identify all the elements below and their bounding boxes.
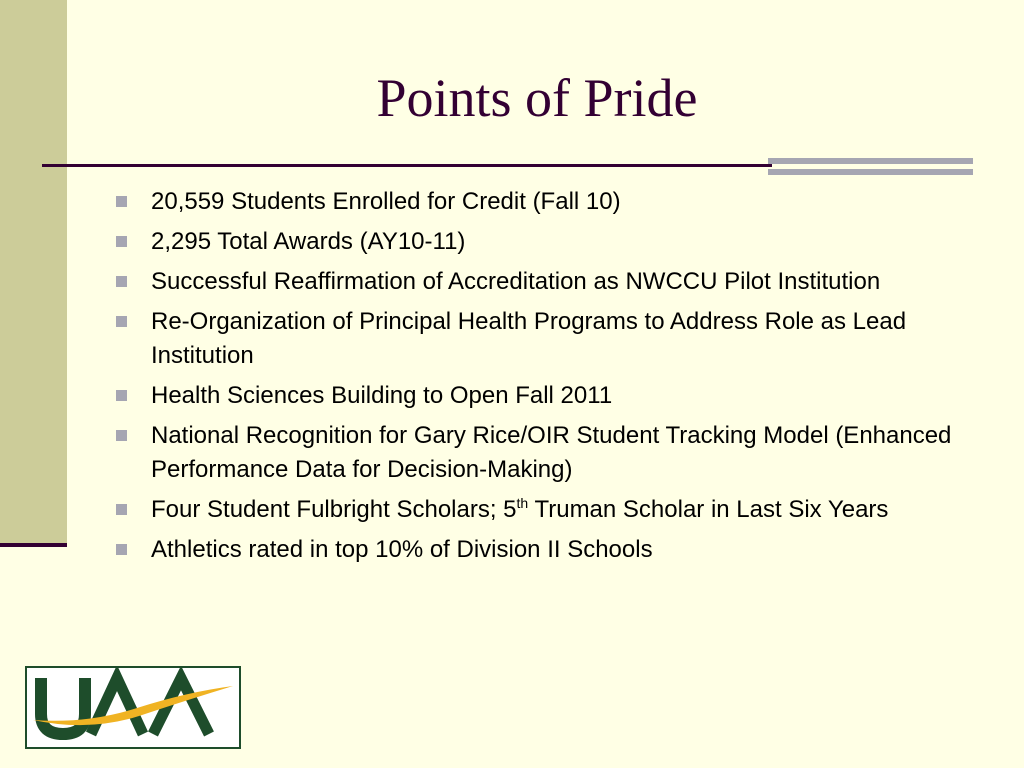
accent-bar <box>768 169 973 175</box>
bullet-list <box>116 185 976 573</box>
bullet-item <box>116 265 976 299</box>
square-bullet-icon <box>116 316 127 327</box>
bullet-item <box>116 225 976 259</box>
bullet-text: Athletics rated in top 10% of Division II Schools <box>151 536 653 563</box>
bullet-text-suffix: Truman Scholar in Last Six Years <box>528 496 889 523</box>
uaa-logo-mark <box>27 668 239 747</box>
bullet-text: Health Sciences Building to Open Fall 2011 <box>151 382 613 409</box>
bullet-item <box>116 493 976 527</box>
side-rule <box>0 543 67 547</box>
square-bullet-icon <box>116 236 127 247</box>
bullet-item <box>116 305 976 373</box>
bullet-text: Re-Organization of Principal Health Programs to Address Role as Lead Institution <box>151 308 907 369</box>
bullet-text: 2,295 Total Awards (AY10-11) <box>151 228 466 255</box>
bullet-text-prefix: Four Student Fulbright Scholars; 5 <box>151 496 517 523</box>
accent-bars <box>768 158 973 175</box>
square-bullet-icon <box>116 196 127 207</box>
uaa-logo <box>25 666 241 749</box>
bullet-text: Successful Reaffirmation of Accreditation as NWCCU Pilot Institution <box>151 268 881 295</box>
square-bullet-icon <box>116 276 127 287</box>
side-band <box>0 0 67 545</box>
bullet-text: 20,559 Students Enrolled for Credit (Fall 10) <box>151 188 621 215</box>
square-bullet-icon <box>116 504 127 515</box>
bullet-item <box>116 379 976 413</box>
bullet-text: National Recognition for Gary Rice/OIR Student Tracking Model (Enhanced Performance Data for Decision-Making) <box>151 422 952 483</box>
slide-title: Points of Pride <box>376 68 698 128</box>
bullet-superscript: th <box>516 495 529 511</box>
square-bullet-icon <box>116 390 127 401</box>
square-bullet-icon <box>116 544 127 555</box>
bullet-item <box>116 419 976 487</box>
title-rule <box>42 164 772 167</box>
bullet-item <box>116 185 976 219</box>
square-bullet-icon <box>116 430 127 441</box>
bullet-item <box>116 533 976 567</box>
